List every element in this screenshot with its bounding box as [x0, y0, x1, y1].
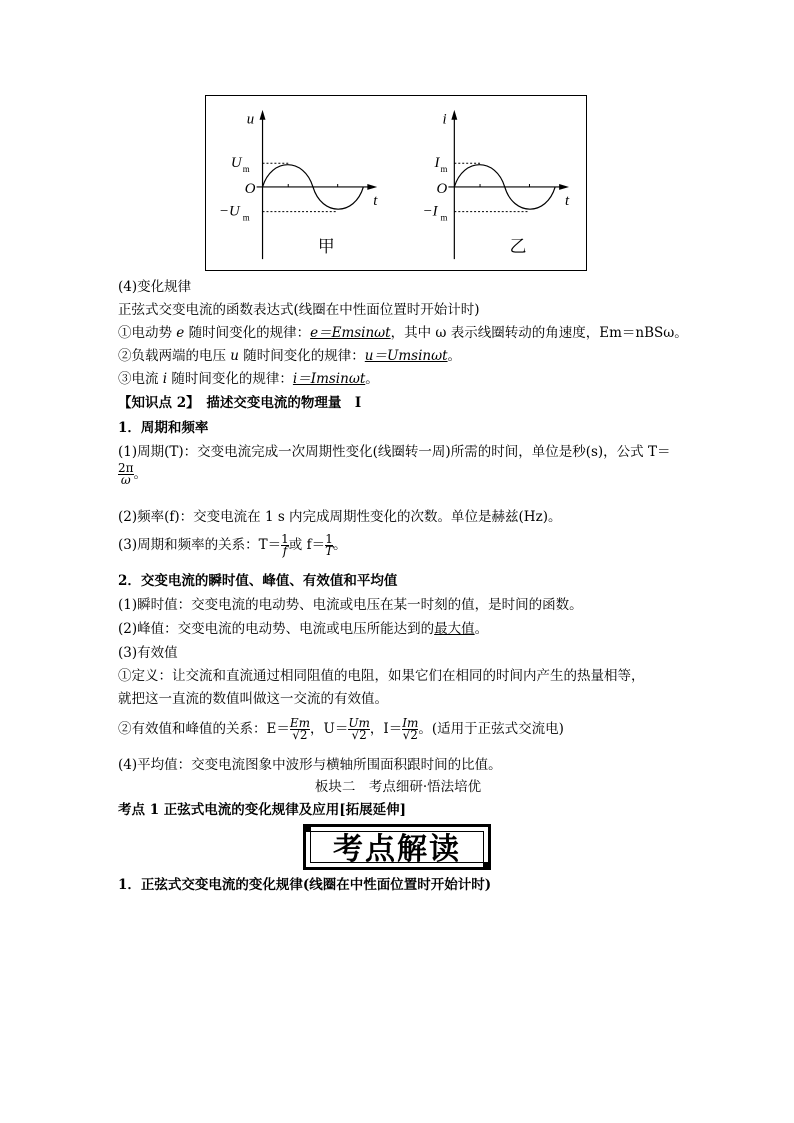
law-voltage: ②负载两端的电压 u 随时间变化的规律：u＝Umsinωt。 — [118, 348, 462, 364]
period-fraction: $\frac{2\pi}{\omega}$ 。 — [118, 461, 148, 487]
left-peak-label: U — [230, 155, 242, 172]
badge-corner — [303, 824, 311, 832]
instantaneous-value: (1)瞬时值：交变电流的电动势、电流或电压在某一时刻的值，是时间的函数。 — [118, 597, 583, 613]
left-trough-sub: m — [242, 212, 250, 223]
right-caption: 乙 — [509, 237, 527, 257]
sec4-heading: (4)变化规律 — [118, 279, 192, 295]
right-peak-sub: m — [440, 164, 448, 175]
effective-definition-2: 就把这一直流的数值叫做这一交流的有效值。 — [118, 691, 388, 707]
emf-equation: e＝Emsinωt — [310, 325, 391, 341]
sec4-intro: 正弦式交变电流的函数表达式(线圈在中性面位置时开始计时) — [118, 302, 480, 318]
left-peak-sub: m — [242, 164, 250, 175]
sine-law-heading: 1．正弦式交变电流的变化规律(线圈在中性面位置时开始计时) — [118, 877, 492, 893]
section-1-heading: 1．周期和频率 — [118, 420, 209, 436]
exam-point-badge — [303, 824, 491, 870]
left-x-label: t — [373, 192, 378, 209]
right-y-arrow — [451, 110, 457, 120]
current-equation: i＝Imsinωt — [292, 371, 366, 387]
right-trough-sub: m — [440, 212, 448, 223]
voltage-equation: u＝Umsinωt — [364, 348, 448, 364]
average-value: (4)平均值：交变电流图象中波形与横轴所围面积跟时间的比值。 — [118, 757, 502, 773]
period-frequency-relation: (3)周期和频率的关系：T＝ $\frac{1}{f}$ 或 f＝ $\frac{1}{T}$ 。 — [118, 532, 347, 558]
right-peak-label: I — [434, 155, 440, 172]
peak-value: (2)峰值：交变电流的电动势、电流或电压所能达到的最大值。 — [118, 621, 489, 637]
left-caption: 甲 — [317, 237, 335, 257]
left-origin: O — [244, 180, 256, 197]
effective-value-heading: (3)有效值 — [118, 645, 178, 661]
badge-corner — [483, 862, 491, 870]
block-2-title: 板块二 考点细研·悟法培优 — [314, 779, 482, 795]
left-trough-label: −U — [219, 203, 240, 220]
frequency-text: (2)频率(f)：交变电流在 1 s 内完成周期性变化的次数。单位是赫兹(Hz)。 — [118, 509, 562, 525]
law-current: ③电流 i 随时间变化的规律：i＝Imsinωt。 — [118, 371, 379, 387]
section-2-heading: 2．交变电流的瞬时值、峰值、有效值和平均值 — [118, 573, 398, 589]
left-y-arrow — [260, 110, 266, 120]
period-text: (1)周期(T)：交变电流完成一次周期性变化(线圈转一周)所需的时间，单位是秒(s)，公式 T＝ — [118, 444, 671, 460]
sine-wave-figure — [205, 95, 587, 271]
right-origin: O — [436, 180, 448, 197]
left-y-label: u — [246, 111, 255, 128]
right-trough-label: −I — [422, 203, 438, 220]
right-y-label: i — [442, 111, 447, 128]
effective-peak-relation: ②有效值和峰值的关系：E＝ $\frac{Em}{√2}$ ，U＝ $\frac{Um}{√2}$ ，I＝ $\frac{Im}{√2}$ 。(适用于正弦式交流电) — [118, 716, 564, 742]
knowledge-point-2: 【知识点 2】 描述交变电流的物理量 Ⅰ — [118, 395, 362, 411]
left-x-arrow — [367, 184, 377, 190]
effective-definition-1: ①定义：让交流和直流通过相同阻值的电阻，如果它们在相同的时间内产生的热量相等， — [118, 668, 645, 684]
right-x-arrow — [559, 184, 569, 190]
law-emf: ①电动势 e 随时间变化的规律：e＝Emsinωt，其中 ω 表示线圈转动的角速度，Em＝nBSω。 — [118, 325, 688, 341]
topic-1-heading: 考点 1 正弦式电流的变化规律及应用[拓展延伸] — [118, 802, 407, 818]
sine-graphs — [206, 96, 586, 270]
badge-label: 考点解读 — [310, 831, 484, 863]
right-x-label: t — [565, 192, 570, 209]
